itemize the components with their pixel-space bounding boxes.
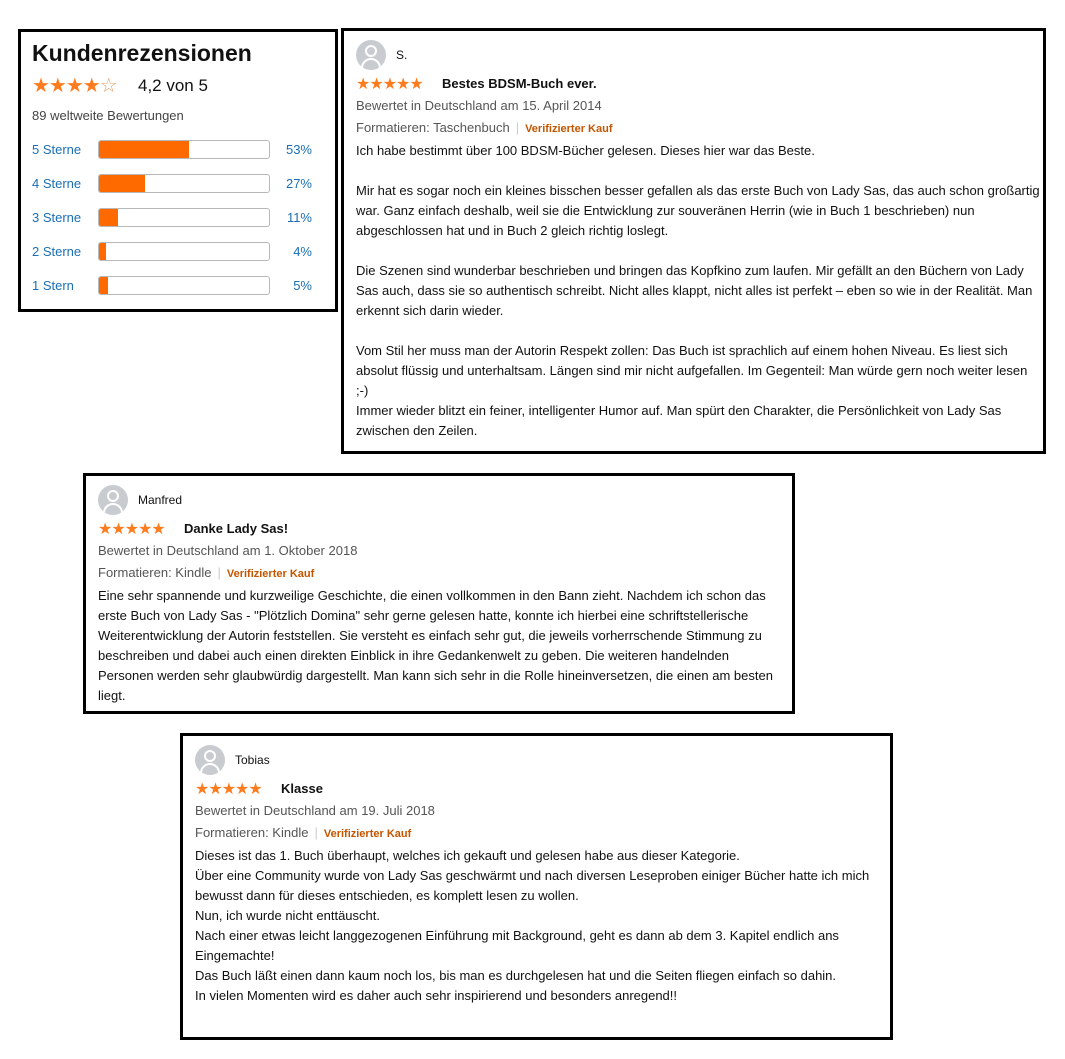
review-date: Bewertet in Deutschland am 15. April 2014 (356, 98, 602, 113)
review-format: Formatieren: Kindle | Verifizierter Kauf (195, 825, 412, 840)
histogram-label[interactable]: 3 Sterne (32, 210, 82, 225)
histogram-label[interactable]: 1 Stern (32, 278, 74, 293)
histogram-fill (99, 175, 145, 192)
review-date: Bewertet in Deutschland am 1. Oktober 2018 (98, 543, 358, 558)
review-body (98, 586, 786, 706)
histogram-bar[interactable] (98, 208, 270, 227)
review-paragraph: Vom Stil her muss man der Autorin Respekt zollen: Das Buch ist sprachlich auf einem hohen Niveau. Es liest sich absolut flüssig und unterhaltsam. Längen sind mir nicht aufgefallen. Im Gegenteil: Man würde gern noch weiter lesen ;-) (356, 343, 1028, 398)
histogram-fill (99, 209, 118, 226)
histogram-bar[interactable] (98, 276, 270, 295)
summary-rating-text: 4,2 von 5 (138, 76, 208, 95)
format-label[interactable]: Formatieren: Kindle (195, 825, 309, 840)
review-title[interactable]: Danke Lady Sas! (184, 521, 289, 536)
histogram-percent[interactable]: 53% (285, 142, 312, 157)
histogram-row-5[interactable] (32, 140, 322, 162)
histogram-row-2[interactable] (32, 242, 322, 264)
avatar-icon (195, 745, 225, 775)
review-paragraph: Dieses ist das 1. Buch überhaupt, welches ich gekauft und gelesen habe aus dieser Kategorie. (195, 848, 740, 863)
review-paragraph: Nun, ich wurde nicht enttäuscht. (195, 908, 380, 923)
histogram-percent[interactable]: 4% (293, 244, 312, 259)
histogram-row-4[interactable] (32, 174, 322, 196)
histogram-percent[interactable]: 27% (285, 176, 312, 191)
histogram-fill (99, 141, 189, 158)
review-author: S. (396, 48, 408, 62)
histogram-bar[interactable] (98, 174, 270, 193)
histogram-percent[interactable]: 11% (286, 210, 312, 225)
histogram-bar[interactable] (98, 140, 270, 159)
review-paragraph: Eine sehr spannende und kurzweilige Geschichte, die einen vollkommen in den Bann zieht. Nachdem ich schon das erste Buch von Lady Sas - "Plötzlich Domina" sehr gerne gelesen hatte, konnte ich hierbei eine schriftstellerische Weiterentwicklung der Autorin feststellen. Sie versteht es einfach sehr gut, die jeweils vorherrschende Stimmung zu beschreiben und dabei auch einen direkten Einblick in ihre Gedankenwelt zu geben. Die weiteren handelnden Personen werden sehr glaubwürdig dargestellt. Man kann sich sehr in die Rolle hineinversetzen, die einen am besten liegt. (98, 588, 773, 703)
histogram-row-3[interactable] (32, 208, 322, 230)
ratings-summary (18, 29, 338, 312)
verified-purchase-badge: Verifizierter Kauf (525, 123, 613, 135)
review-paragraph: In vielen Momenten wird es daher auch sehr inspirierend und besonders anregend!! (195, 988, 678, 1003)
summary-total-ratings: 89 weltweite Bewertungen (32, 108, 184, 123)
avatar-icon (356, 40, 386, 70)
review-format: Formatieren: Taschenbuch | Verifizierter Kauf (356, 120, 613, 135)
review-body (356, 141, 1041, 441)
review-paragraph: Immer wieder blitzt ein feiner, intelligenter Humor auf. Man spürt den Charakter, die Persönlichkeit von Lady Sas zwischen den Zeilen. (356, 403, 1002, 438)
histogram-percent[interactable]: 5% (293, 278, 312, 293)
review-stars-icon: ★★★★★ (195, 781, 262, 798)
summary-title: Kundenrezensionen (32, 40, 252, 66)
summary-stars-icon: ★★★★☆ (32, 75, 117, 97)
review-paragraph: Mir hat es sogar noch ein kleines bisschen besser gefallen als das erste Buch von Lady Sas, das auch schon großartig war. Ganz einfach deshalb, weil sie die Entwicklung zur souveränen Herrin (wie in Buch 1 beschrieben) nun abgeschlossen hat und in Buch 2 gleich richtig loslegt. (356, 183, 1040, 238)
review-paragraph: Ich habe bestimmt über 100 BDSM-Bücher gelesen. Dieses hier war das Beste. (356, 143, 815, 158)
review-title[interactable]: Klasse (281, 781, 323, 796)
review-card (341, 28, 1046, 454)
avatar-icon (98, 485, 128, 515)
review-paragraph: Die Szenen sind wunderbar beschrieben und bringen das Kopfkino zum laufen. Mir gefällt an den Büchern von Lady Sas auch, dass sie so authentisch schreibt. Nicht alles klappt, nicht alles ist perfekt – eben so wie in der Realität. Man erkennt sich darin wieder. (356, 263, 1033, 318)
review-body (195, 846, 883, 1006)
histogram-fill (99, 277, 108, 294)
review-card (83, 473, 795, 714)
histogram-label[interactable]: 4 Sterne (32, 176, 82, 191)
review-author: Tobias (235, 753, 270, 767)
histogram-label[interactable]: 5 Sterne (32, 142, 82, 157)
format-label[interactable]: Formatieren: Kindle (98, 565, 212, 580)
review-paragraph: Das Buch läßt einen dann kaum noch los, bis man es durchgelesen hat und die Seiten fliegen einfach so dahin. (195, 968, 837, 983)
review-author: Manfred (138, 493, 183, 507)
review-title[interactable]: Bestes BDSM-Buch ever. (442, 76, 597, 91)
format-label[interactable]: Formatieren: Taschenbuch (356, 120, 510, 135)
review-format: Formatieren: Kindle | Verifizierter Kauf (98, 565, 315, 580)
verified-purchase-badge: Verifizierter Kauf (226, 568, 315, 580)
review-stars-icon: ★★★★★ (356, 76, 423, 93)
review-card (180, 733, 893, 1040)
histogram-fill (99, 243, 106, 260)
review-stars-icon: ★★★★★ (98, 521, 165, 538)
review-date: Bewertet in Deutschland am 19. Juli 2018 (195, 803, 435, 818)
histogram-label[interactable]: 2 Sterne (32, 244, 82, 259)
histogram-bar[interactable] (98, 242, 270, 261)
verified-purchase-badge: Verifizierter Kauf (323, 828, 412, 840)
review-paragraph: Über eine Community wurde von Lady Sas geschwärmt und nach diversen Leseproben einiger Bücher hatte ich mich bewusst dann für dieses entschieden, es komplett lesen zu wollen. (195, 868, 870, 903)
review-paragraph: Nach einer etwas leicht langgezogenen Einführung mit Background, geht es dann ab dem 3. Kapitel endlich ans Eingemachte! (195, 928, 839, 963)
histogram-row-1[interactable] (32, 276, 322, 298)
